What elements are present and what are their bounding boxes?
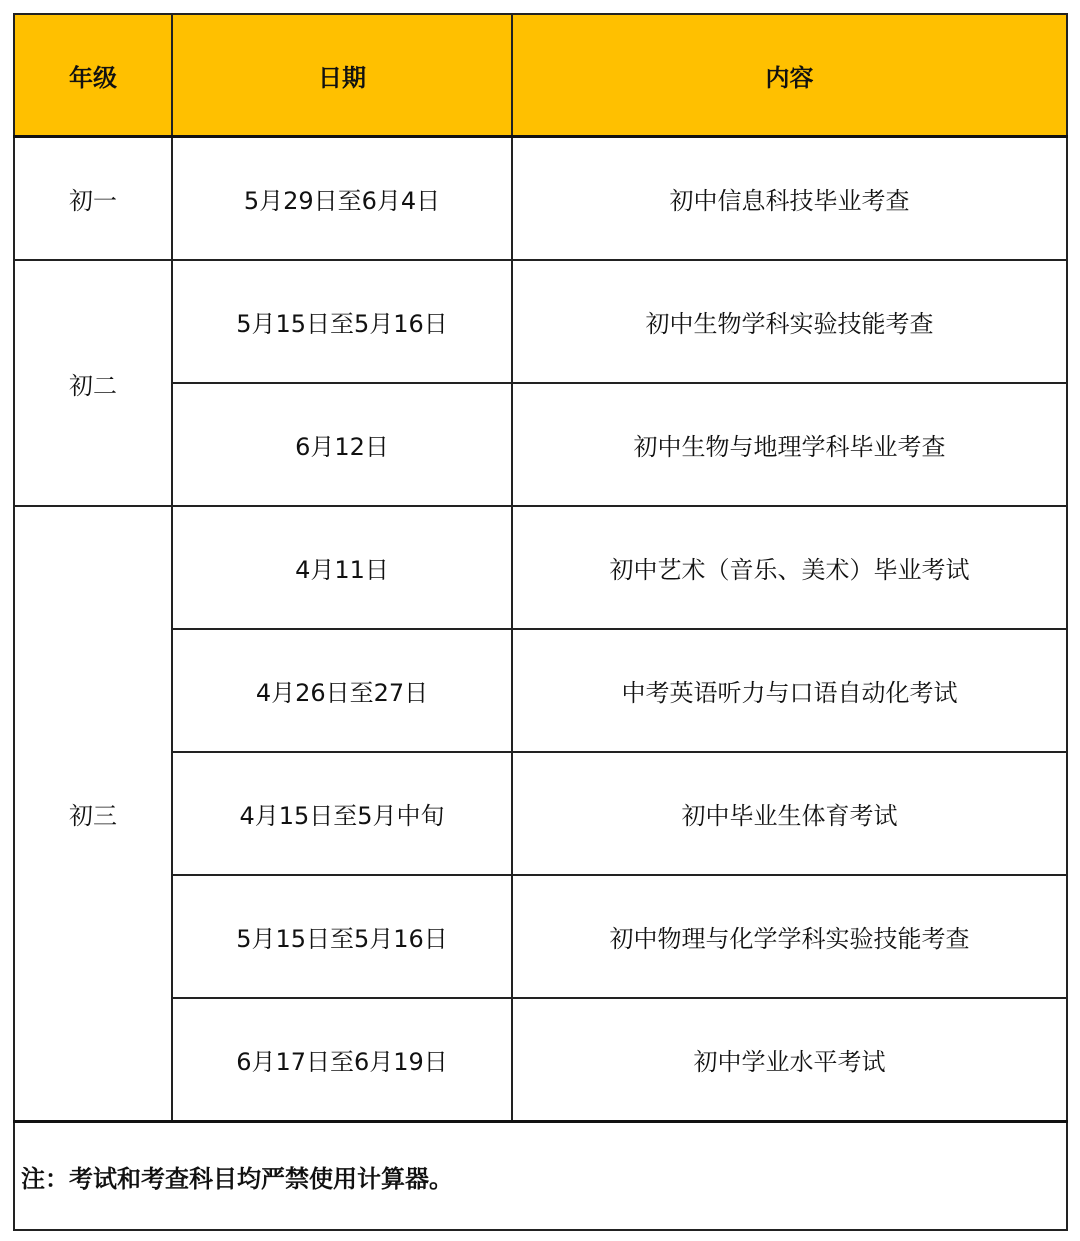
date-cell: 6月12日 — [172, 383, 512, 506]
table-row — [14, 137, 1067, 261]
date-cell: 4月15日至5月中旬 — [172, 752, 512, 875]
content-cell: 初中艺术（音乐、美术）毕业考试 — [512, 506, 1067, 629]
header-date: 日期 — [172, 14, 512, 137]
exam-schedule-table — [13, 13, 1068, 1231]
table-row — [14, 629, 1067, 752]
table-row — [14, 506, 1067, 629]
content-cell: 初中学业水平考试 — [512, 998, 1067, 1122]
grade-cell: 初二 — [14, 260, 172, 506]
content-cell: 初中生物与地理学科毕业考查 — [512, 383, 1067, 506]
table-header-row — [14, 14, 1067, 137]
date-cell: 6月17日至6月19日 — [172, 998, 512, 1122]
date-cell: 5月29日至6月4日 — [172, 137, 512, 261]
date-cell: 5月15日至5月16日 — [172, 260, 512, 383]
content-cell: 初中毕业生体育考试 — [512, 752, 1067, 875]
header-grade: 年级 — [14, 14, 172, 137]
content-cell: 初中生物学科实验技能考查 — [512, 260, 1067, 383]
note-row — [14, 1122, 1067, 1231]
grade-cell: 初三 — [14, 506, 172, 1122]
date-cell: 5月15日至5月16日 — [172, 875, 512, 998]
content-cell: 初中信息科技毕业考查 — [512, 137, 1067, 261]
grade-cell: 初一 — [14, 137, 172, 261]
content-cell: 初中物理与化学学科实验技能考查 — [512, 875, 1067, 998]
table-row — [14, 752, 1067, 875]
calculator-note: 注：考试和考查科目均严禁使用计算器。 — [14, 1122, 1067, 1231]
date-cell: 4月11日 — [172, 506, 512, 629]
table-row — [14, 260, 1067, 383]
table-row — [14, 998, 1067, 1122]
table-row — [14, 383, 1067, 506]
table-row — [14, 875, 1067, 998]
content-cell: 中考英语听力与口语自动化考试 — [512, 629, 1067, 752]
header-content: 内容 — [512, 14, 1067, 137]
date-cell: 4月26日至27日 — [172, 629, 512, 752]
